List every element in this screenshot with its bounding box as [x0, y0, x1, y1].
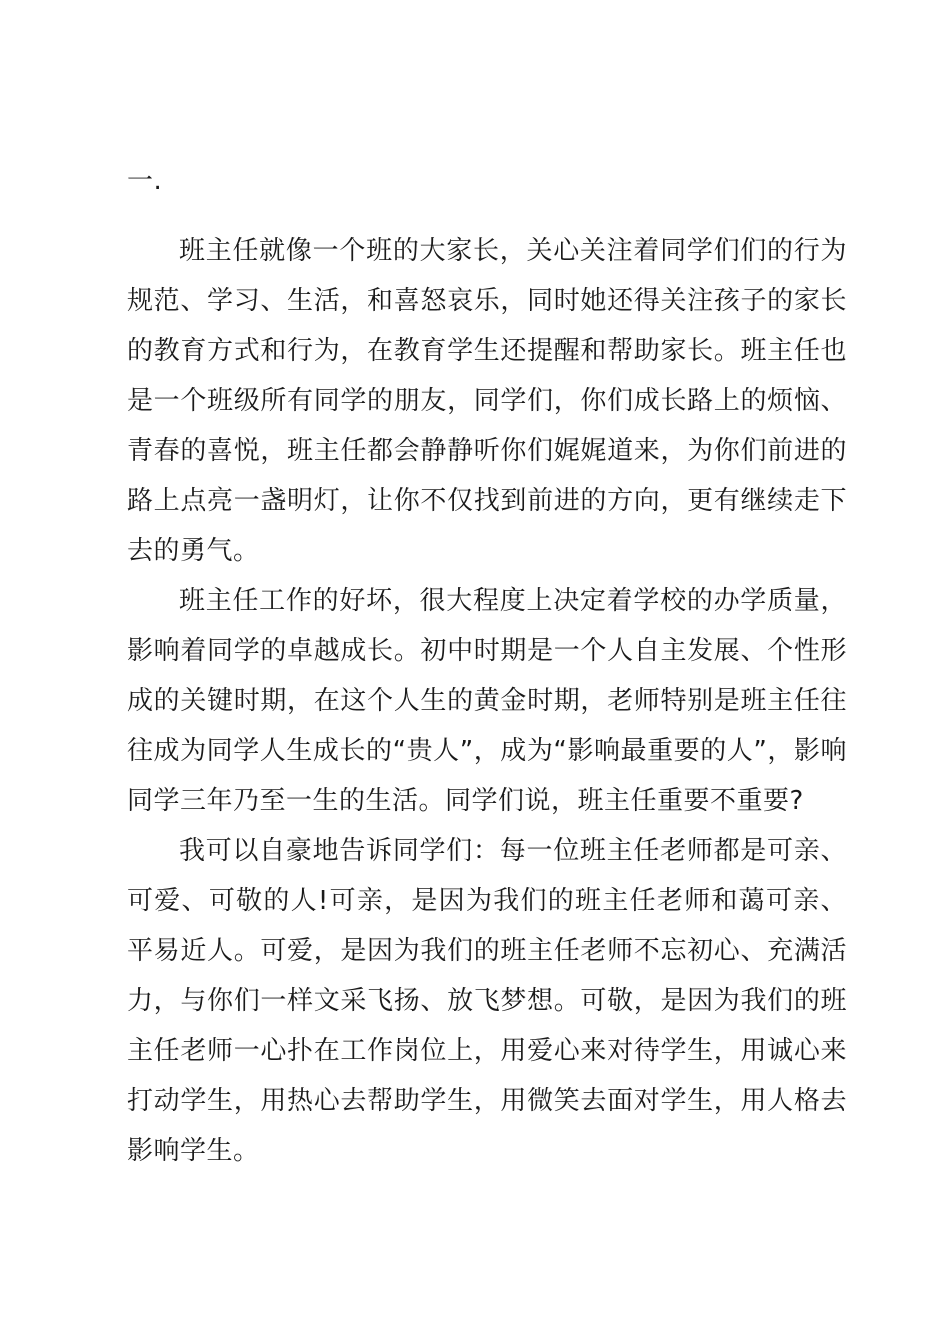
- paragraph-2: 班主任工作的好坏，很大程度上决定着学校的办学质量，影响着同学的卓越成长。初中时期是一个人自主发展、个性形成的关键时期，在这个人生的黄金时期，老师特别是班主任往往成为同学人生成长的“贵人”，成为“影响最重要的人”，影响同学三年乃至一生的生活。同学们说，班主任重要不重要?: [127, 586, 847, 816]
- document-body: [127, 166, 847, 1176]
- paragraph-1: 班主任就像一个班的大家长，关心关注着同学们们的行为规范、学习、生活，和喜怒哀乐，同时她还得关注孩子的家长的教育方式和行为，在教育学生还提醒和帮助家长。班主任也是一个班级所有同学的朋友，同学们，你们成长路上的烦恼、青春的喜悦，班主任都会静静听你们娓娓道来，为你们前进的路上点亮一盏明灯，让你不仅找到前进的方向，更有继续走下去的勇气。: [127, 236, 847, 566]
- section-heading: 一.: [127, 166, 163, 196]
- paragraph-3: 我可以自豪地告诉同学们：每一位班主任老师都是可亲、可爱、可敬的人!可亲，是因为我们的班主任老师和蔼可亲、平易近人。可爱，是因为我们的班主任老师不忘初心、充满活力，与你们一样文采飞扬、放飞梦想。可敬，是因为我们的班主任老师一心扑在工作岗位上，用爱心来对待学生，用诚心来打动学生，用热心去帮助学生，用微笑去面对学生，用人格去影响学生。: [127, 836, 847, 1166]
